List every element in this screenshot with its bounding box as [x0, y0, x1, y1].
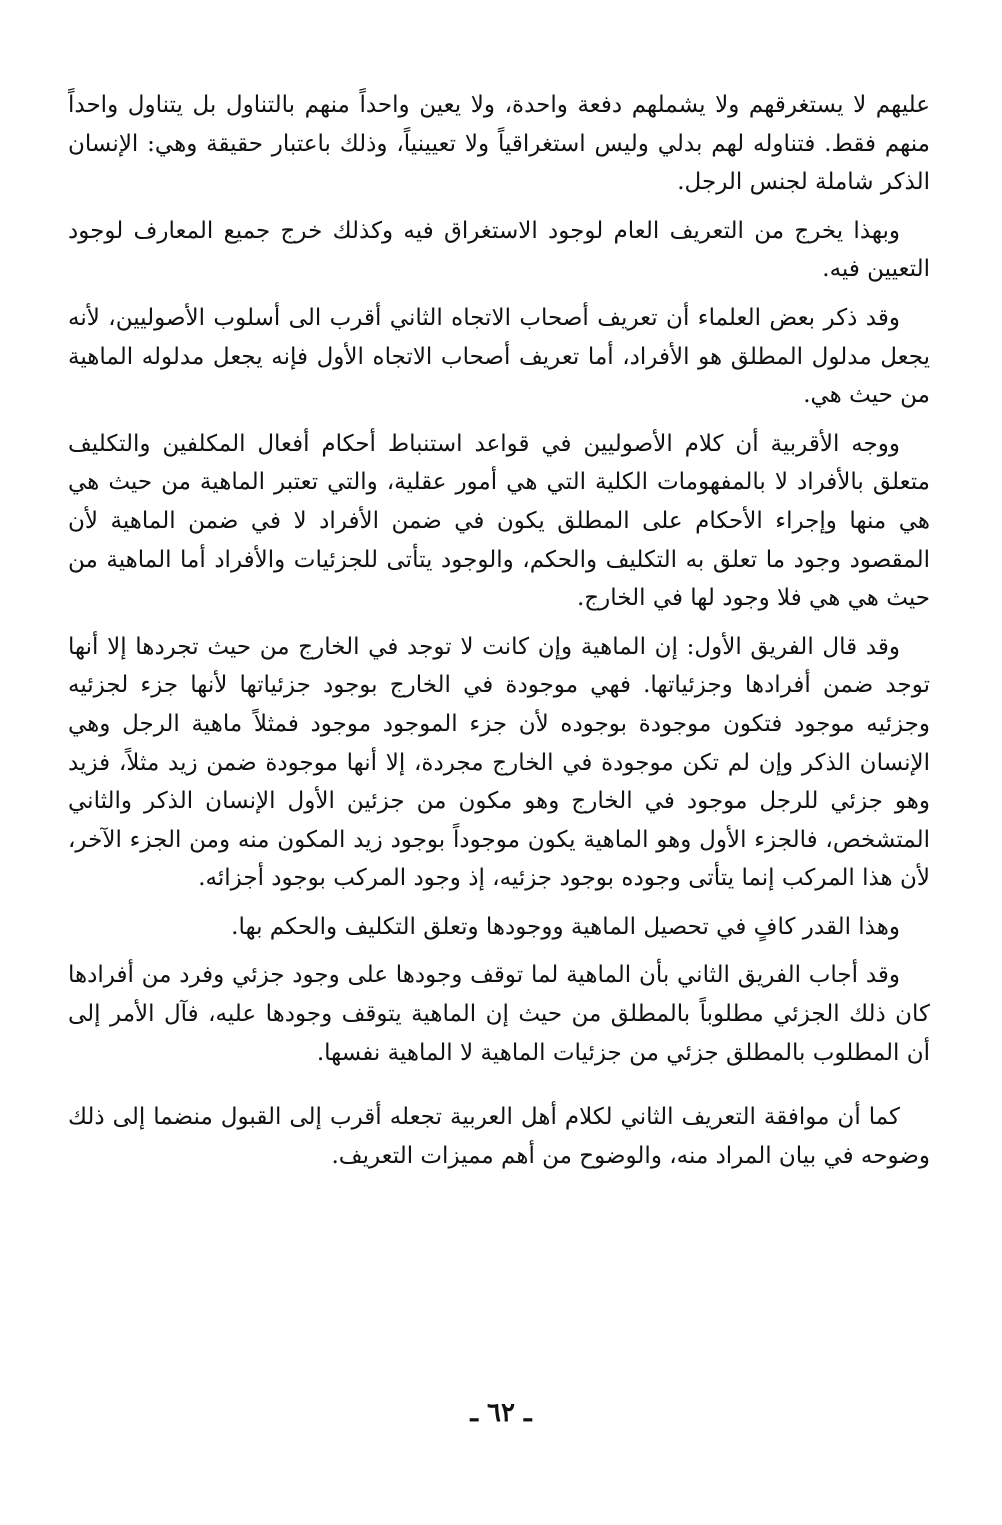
- paragraph-1: عليهم لا يستغرقهم ولا يشملهم دفعة واحدة، ولا يعين واحداً منهم بالتناول بل يتناول واحداً منهم فقط. فتناوله لهم بدلي وليس استغراقياً ولا تعيينياً، وذلك باعتبار حقيقة وهي: الإنسان الذكر شاملة لجنس الرجل.: [68, 92, 930, 196]
- paragraph-7: وقد أجاب الفريق الثاني بأن الماهية لما توقف وجودها على وجود جزئي وفرد من أفرادها كان ذلك الجزئي مطلوباً بالمطلق من حيث إن الماهية يتوقف وجودها عليه، فآل الأمر إلى أن المطلوب بالمطلق جزئي من جزئيات الماهية لا الماهية نفسها.: [68, 962, 930, 1066]
- page-body: [68, 86, 930, 1185]
- paragraph-8: كما أن موافقة التعريف الثاني لكلام أهل العربية تجعله أقرب إلى القبول منضما إلى ذلك وضوحه في بيان المراد منه، والوضوح من أهم مميزات التعريف.: [68, 1104, 930, 1169]
- paragraph-2: وبهذا يخرج من التعريف العام لوجود الاستغراق فيه وكذلك خرج جميع المعارف لوجود التعيين فيه.: [68, 217, 930, 283]
- paragraph-4: ووجه الأقربية أن كلام الأصوليين في قواعد استنباط أحكام أفعال المكلفين والتكليف متعلق بالأفراد لا بالمفهومات الكلية التي هي أمور عقلية، والتي تعتبر الماهية من حيث هي هي منها وإجراء الأحكام على المطلق يكون في ضمن الأفراد لا في ضمن الماهية لأن المقصود وجود ما تعلق به التكليف والحكم، والوجود يتأتى للجزئيات والأفراد أما الماهية من حيث هي هي فلا وجود لها في الخارج.: [68, 430, 930, 612]
- paragraph-3: وقد ذكر بعض العلماء أن تعريف أصحاب الاتجاه الثاني أقرب الى أسلوب الأصوليين، لأنه يجعل مدلول المطلق هو الأفراد، أما تعريف أصحاب الاتجاه الأول فإنه يجعل مدلوله الماهية من حيث هي.: [68, 304, 930, 409]
- paragraph-5: وقد قال الفريق الأول: إن الماهية وإن كانت لا توجد في الخارج من حيث تجردها إلا أنها توجد ضمن أفرادها وجزئياتها. فهي موجودة في الخارج بوجود جزئياتها لأنها جزء لجزئيه وجزئيه موجود فتكون موجودة بوجوده لأن جزء الموجود موجود فمثلاً ماهية الرجل وهي الإنسان الذكر وإن لم تكن موجودة في الخارج مجردة، إلا أنها موجودة ضمن زيد مثلاً، فزيد وهو جزئي للرجل موجود في الخارج وهو مكون من جزئين الأول الإنسان الذكر والثاني المتشخص، فالجزء الأول وهو الماهية يكون موجوداً بوجود زيد المكون منه ومن الجزء الآخر، لأن هذا المركب إنما يتأتى وجوده بوجود جزئيه، إذ وجود المركب بوجود أجزائه.: [68, 633, 931, 892]
- page-number: ـ ٦٢ ـ: [470, 1398, 532, 1428]
- paragraph-6: وهذا القدر كافٍ في تحصيل الماهية ووجودها وتعلق التكليف والحكم بها.: [231, 913, 900, 940]
